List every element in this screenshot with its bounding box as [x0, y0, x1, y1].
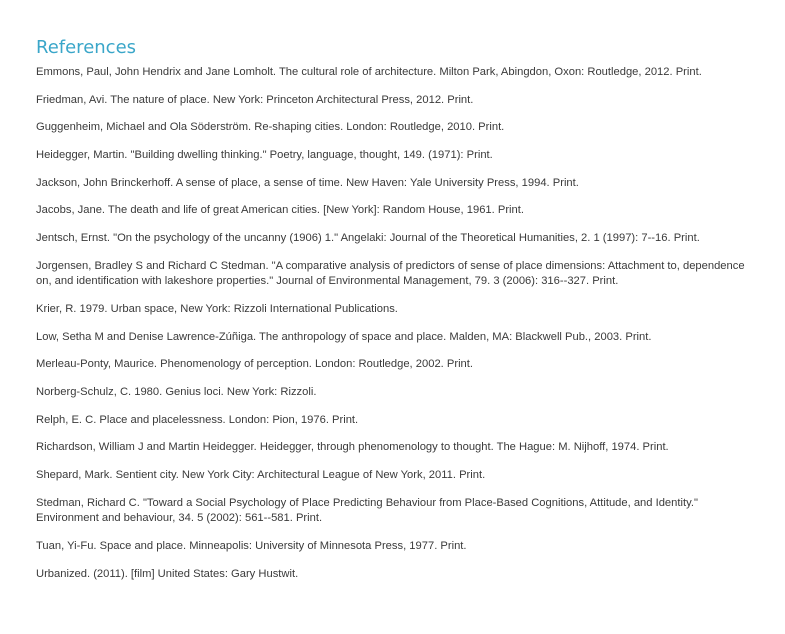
reference-item: Norberg-Schulz, C. 1980. Genius loci. New York: Rizzoli. [36, 386, 317, 399]
reference-item: Friedman, Avi. The nature of place. New York: Princeton Architectural Press, 2012. Print. [36, 93, 474, 106]
reference-item: Tuan, Yi-Fu. Space and place. Minneapolis: University of Minnesota Press, 1977. Print. [36, 540, 467, 552]
reference-item: Guggenheim, Michael and Ola Söderström. Re-shaping cities. London: Routledge, 2010. Print. [36, 121, 505, 134]
reference-item: Jentsch, Ernst. "On the psychology of the uncanny (1906) 1." Angelaki: Journal of the Theoretical Humanities, 2. 1 (1997): 7--16. Print. [36, 232, 700, 245]
reference-item: Relph, E. C. Place and placelessness. London: Pion, 1976. Print. [36, 413, 359, 426]
reference-item: Stedman, Richard C. "Toward a Social Psychology of Place Predicting Behaviour from Place-Based Cognitions, Attitude, and Identity." Environment and behaviour, 34. 5 (2002): 561--581. Print. [36, 496, 698, 525]
references-heading: References [36, 37, 137, 58]
reference-item: Jackson, John Brinckerhoff. A sense of place, a sense of time. New Haven: Yale University Press, 1994. Print. [36, 176, 579, 189]
reference-item: Low, Setha M and Denise Lawrence-Zúñiga. The anthropology of space and place. Malden, MA: Blackwell Pub., 2003. Print. [36, 330, 652, 343]
reference-item: Krier, R. 1979. Urban space, New York: Rizzoli International Publications. [36, 303, 398, 315]
reference-item: Merleau-Ponty, Maurice. Phenomenology of perception. London: Routledge, 2002. Print. [36, 358, 473, 371]
reference-item: Richardson, William J and Martin Heidegger. Heidegger, through phenomenology to thought. The Hague: M. Nijhoff, 1974. Print. [36, 441, 669, 454]
reference-item: Jorgensen, Bradley S and Richard C Stedman. "A comparative analysis of predictors of sense of place dimensions: Attachment to, dependence on, and identification with lakeshore properties." Journal of Environmental Management, 79. 3 (2006): 316--327. Print. [36, 259, 745, 288]
reference-item: Shepard, Mark. Sentient city. New York City: Architectural League of New York, 2011. Print. [36, 469, 486, 482]
references-page [36, 37, 758, 594]
reference-item: Heidegger, Martin. "Building dwelling thinking." Poetry, language, thought, 149. (1971): Print. [36, 149, 493, 162]
reference-item: Emmons, Paul, John Hendrix and Jane Lomholt. The cultural role of architecture. Milton Park, Abingdon, Oxon: Routledge, 2012. Print. [36, 66, 702, 78]
reference-item: Urbanized. (2011). [film] United States: Gary Hustwit. [36, 567, 299, 580]
reference-list [36, 65, 758, 582]
reference-item: Jacobs, Jane. The death and life of great American cities. [New York]: Random House, 1961. Print. [36, 204, 524, 217]
